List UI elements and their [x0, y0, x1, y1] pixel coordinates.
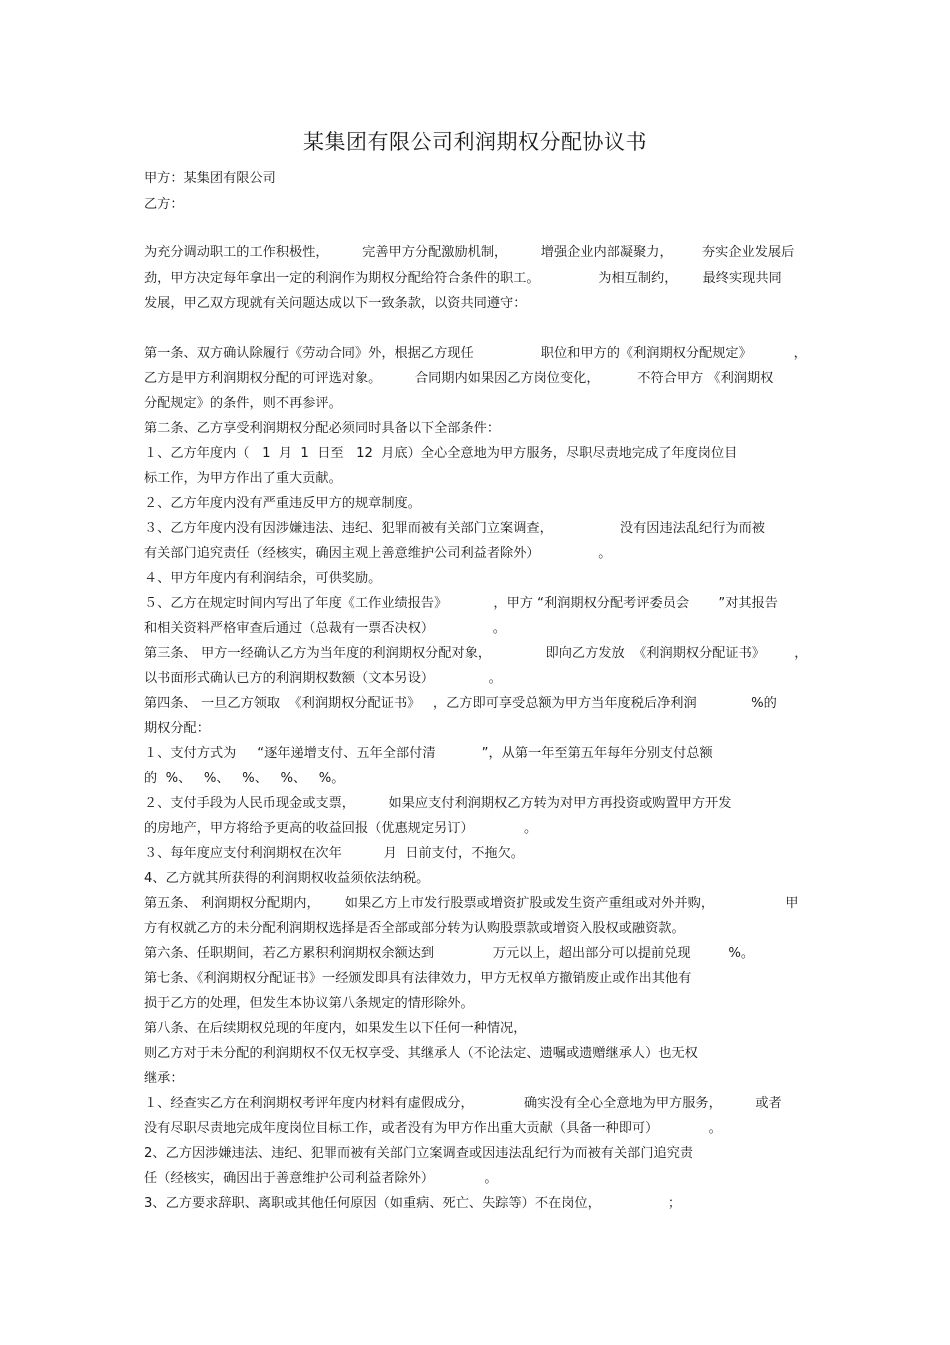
- body-text-line: 的房地产，甲方将给予更高的收益回报（优惠规定另订） 。: [144, 821, 538, 836]
- body-text-line: ３、每年度应支付利润期权在次年 月 日前支付，不拖欠。: [144, 846, 524, 861]
- body-text-line: 4、乙方就其所获得的利润期权收益须依法纳税。: [144, 871, 430, 886]
- body-text-line: 劲，甲方决定每年拿出一定的利润作为期权分配给符合条件的职工。 为相互制约， 最终实现共同: [144, 271, 782, 286]
- body-text-line: 标工作，为甲方作出了重大贡献。: [144, 471, 342, 486]
- body-text-line: ５、乙方在规定时间内写出了年度《工作业绩报告》 ，甲方 “利润期权分配考评委员会 ”对其报告: [144, 596, 778, 611]
- body-text-line: 2、乙方因涉嫌违法、违纪、犯罪而被有关部门立案调查或因违法乱纪行为而被有关部门追究责: [144, 1146, 694, 1161]
- body-text-line: 和相关资料严格审查后通过（总裁有一票否决权） 。: [144, 621, 506, 636]
- body-text-line: 第八条、在后续期权兑现的年度内，如果发生以下任何一种情况，: [144, 1021, 527, 1036]
- body-text-line: 为充分调动职工的工作积极性， 完善甲方分配激励机制， 增强企业内部凝聚力， 夯实企业发展后: [144, 245, 795, 260]
- body-text-line: ２、支付手段为人民币现金或支票， 如果应支付利润期权乙方转为对甲方再投资或购置甲方开发: [144, 796, 732, 811]
- body-text-line: 的 %、 %、 %、 %、 %。: [144, 771, 345, 786]
- body-text-line: 分配规定》的条件，则不再参评。: [144, 396, 342, 411]
- body-text-line: ３、乙方年度内没有因涉嫌违法、违纪、犯罪而被有关部门立案调查， 没有因违法乱纪行为而被: [144, 521, 765, 536]
- body-text-line: 则乙方对于未分配的利润期权不仅无权享受、其继承人（不论法定、遗嘱或遗赠继承人）也无权: [144, 1046, 698, 1061]
- body-text-line: 第五条、 利润期权分配期内， 如果乙方上市发行股票或增资扩股或发生资产重组或对外并购， 甲: [144, 896, 799, 911]
- body-text-line: 3、乙方要求辞职、离职或其他任何原因（如重病、死亡、失踪等）不在岗位， ；: [144, 1196, 682, 1211]
- body-text-line: １、经查实乙方在利润期权考评年度内材料有虚假成分， 确实没有全心全意地为甲方服务， 或者: [144, 1096, 782, 1111]
- body-text-line: ２、乙方年度内没有严重违反甲方的规章制度。: [144, 496, 421, 511]
- document-title: 某集团有限公司利润期权分配协议书: [303, 130, 647, 154]
- body-text-line: 以书面形式确认已方的利润期权数额（文本另设） 。: [144, 671, 502, 686]
- body-text-line: 第二条、乙方享受利润期权分配必须同时具备以下全部条件：: [144, 421, 501, 436]
- body-text-line: 第六条、任职期间，若乙方累积利润期权余额达到 万元以上，超出部分可以提前兑现 %。: [144, 946, 755, 961]
- body-text-line: 乙方是甲方利润期权分配的可评选对象。 合同期内如果因乙方岗位变化， 不符合甲方 《利润期权: [144, 371, 774, 386]
- body-text-line: １、支付方式为 “逐年递增支付、五年全部付清 ”，从第一年至第五年每年分别支付总额: [144, 746, 713, 761]
- body-text-line: ４、甲方年度内有利润结余，可供奖励。: [144, 571, 382, 586]
- body-text-line: 第七条、《利润期权分配证书》一经颁发即具有法律效力，甲方无权单方撤销废止或作出其他有: [144, 971, 692, 986]
- party-b-line: 乙方：: [144, 197, 184, 212]
- body-text-line: 继承：: [144, 1071, 184, 1086]
- body-text-line: １、乙方年度内（ 1 月 1 日至 12 月底）全心全意地为甲方服务，尽职尽责地完成了年度岗位目: [144, 446, 738, 461]
- body-text-line: 有关部门追究责任（经核实，确因主观上善意维护公司利益者除外） 。: [144, 546, 612, 561]
- body-text-line: 发展，甲乙双方现就有关问题达成以下一致条款，以资共同遵守：: [144, 296, 527, 311]
- body-text-line: 第四条、 一旦乙方领取 《利润期权分配证书》 ，乙方即可享受总额为甲方当年度税后净利润 %的: [144, 696, 777, 711]
- body-text-line: 期权分配：: [144, 721, 210, 736]
- party-a-line: 甲方：某集团有限公司: [144, 171, 276, 186]
- body-text-line: 方有权就乙方的未分配利润期权选择是否全部或部分转为认购股票款或增资入股权或融资款。: [144, 921, 685, 936]
- body-text-line: 损于乙方的处理，但发生本协议第八条规定的情形除外。: [144, 996, 474, 1011]
- body-text-line: 没有尽职尽责地完成年度岗位目标工作，或者没有为甲方作出重大贡献（具备一种即可） 。: [144, 1121, 722, 1136]
- body-text-line: 第一条、双方确认除履行《劳动合同》外，根据乙方现任 职位和甲方的《利润期权分配规定》 ，: [144, 346, 807, 361]
- body-text-line: 第三条、 甲方一经确认乙方为当年度的利润期权分配对象， 即向乙方发放 《利润期权分配证书》 ，: [144, 646, 808, 661]
- body-text-line: 任（经核实，确因出于善意维护公司利益者除外） 。: [144, 1171, 498, 1186]
